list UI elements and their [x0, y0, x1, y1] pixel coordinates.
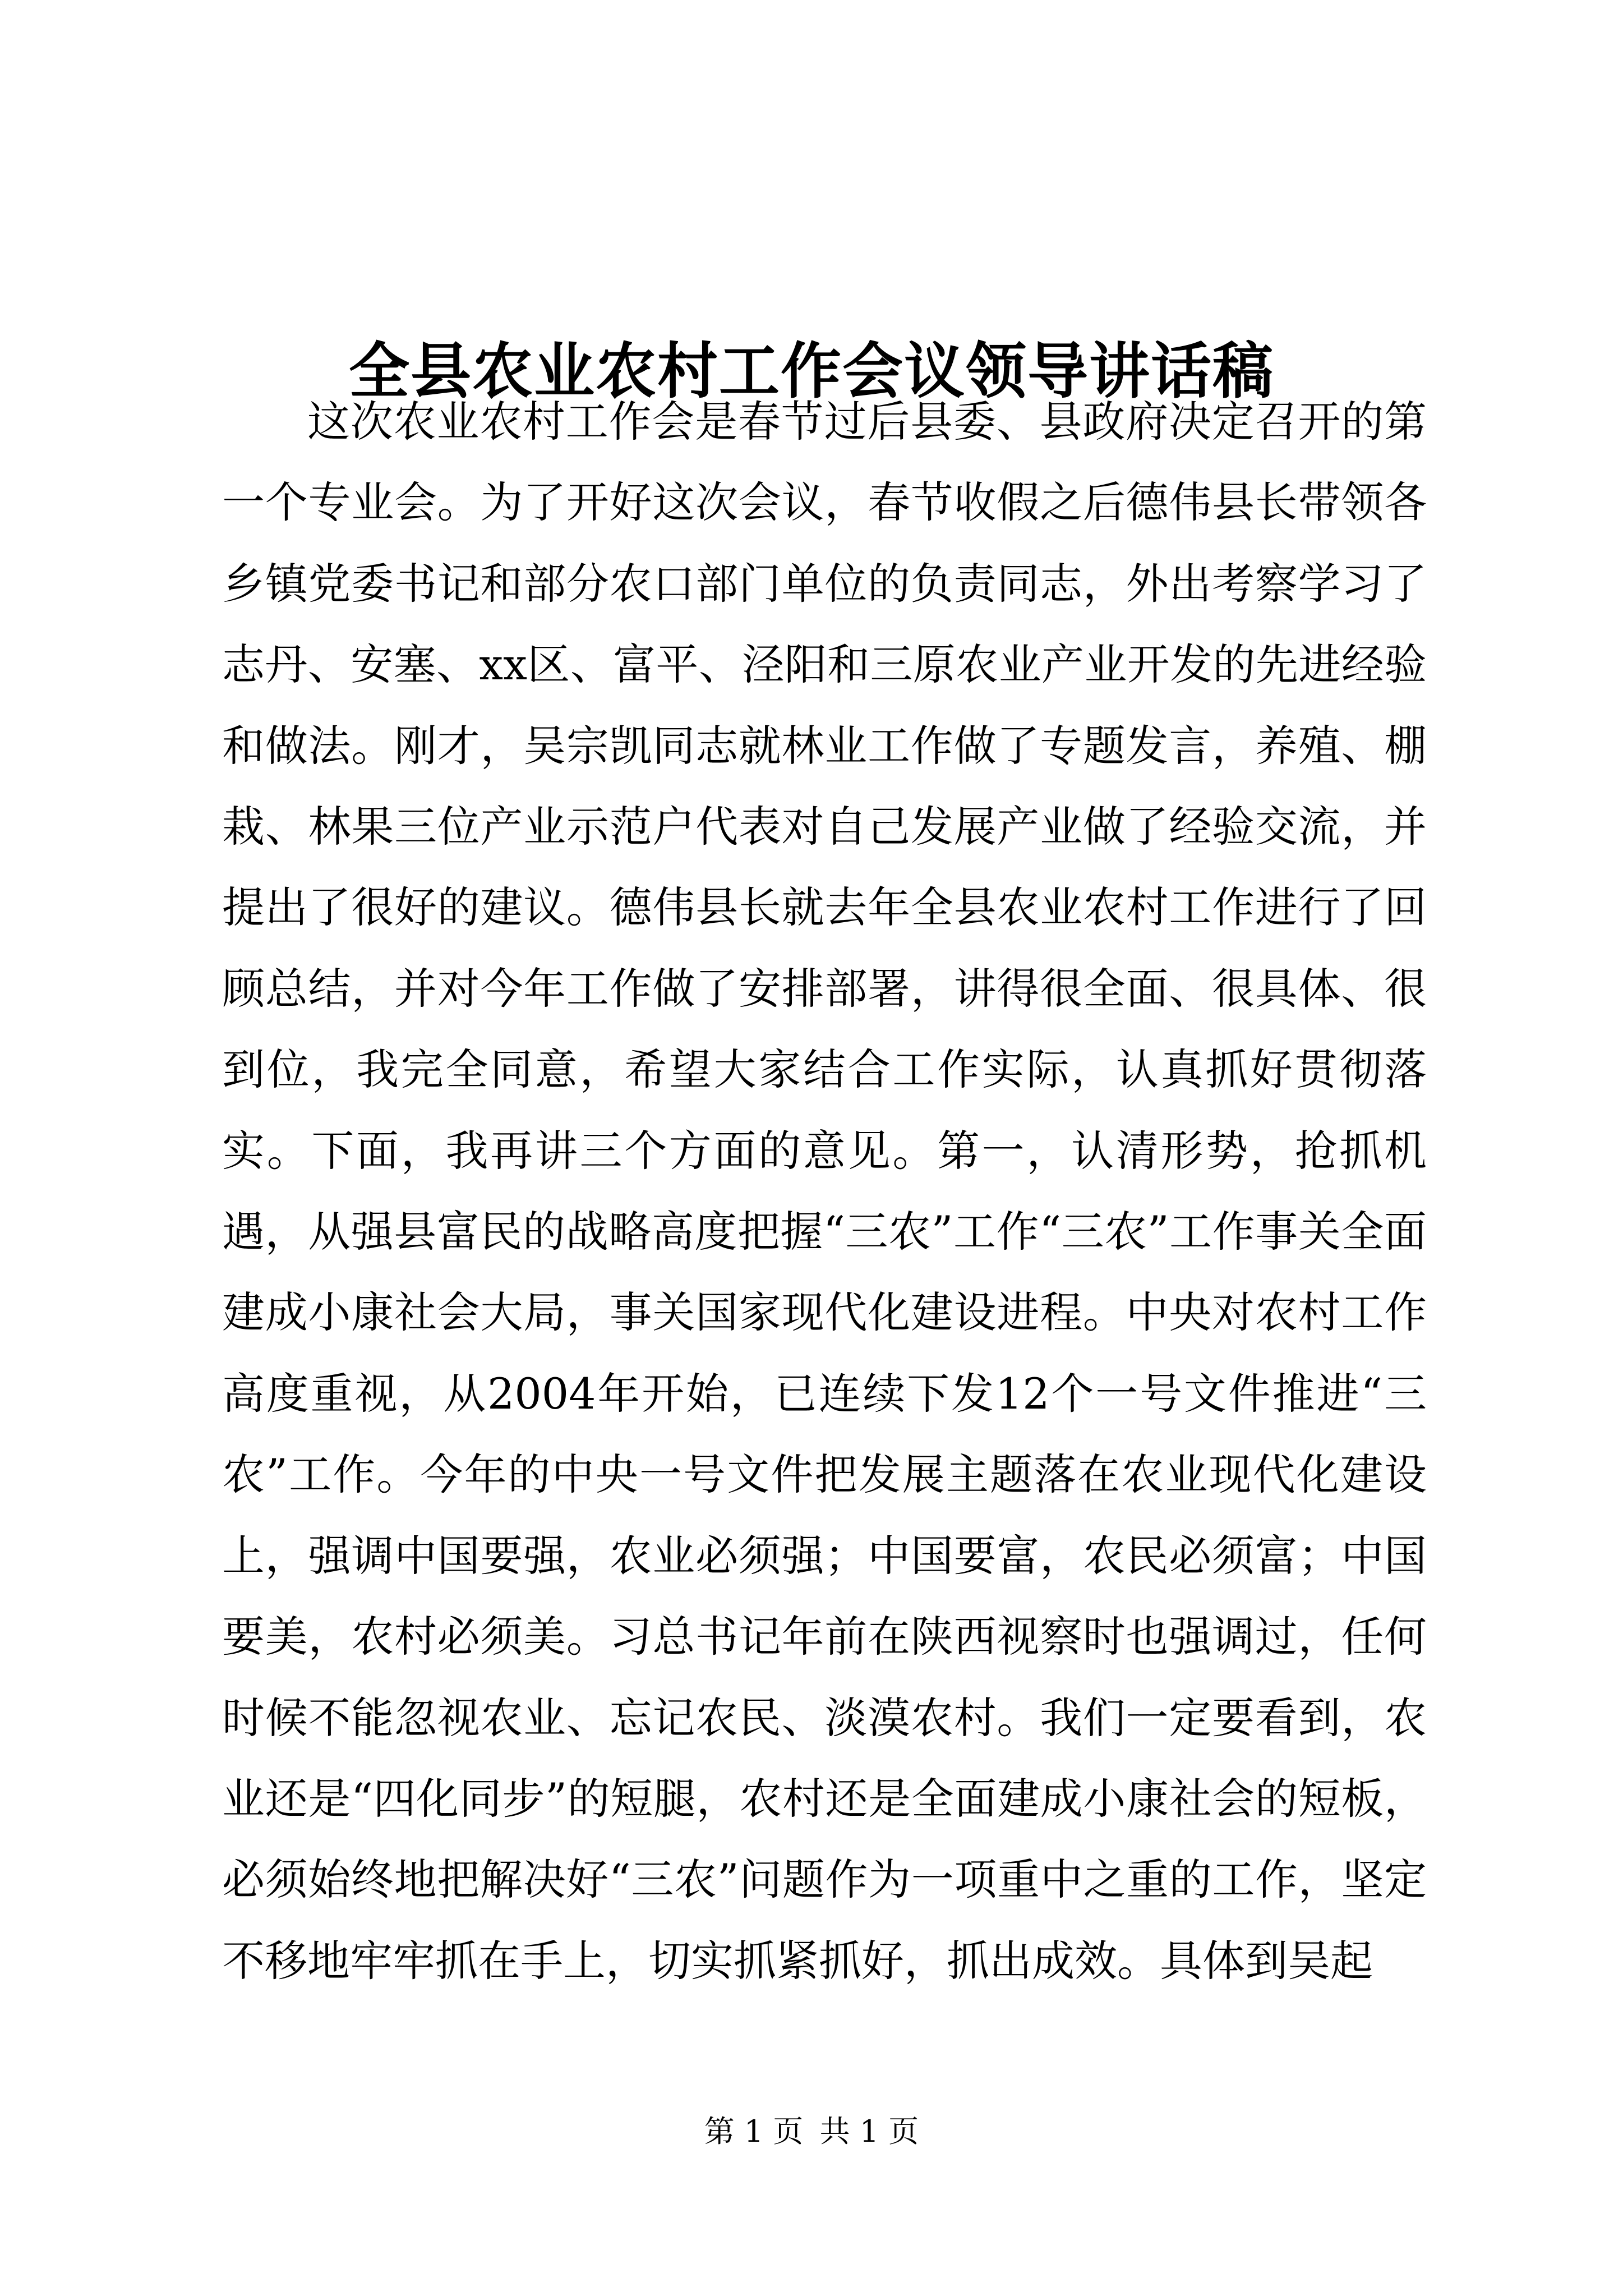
page-footer: [0, 2109, 1623, 2154]
body-paragraph: 这次农业农村工作会是春节过后县委、县政府决定召开的第一个专业会。为了开好这次会议，春节收假之后德伟县长带领各乡镇党委书记和部分农口部门单位的负责同志，外出考察学习了志丹、安塞、xx区、富平、泾阳和三原农业产业开发的先进经验和做法。刚才，吴宗凯同志就林业工作做了专题发言，养殖、棚栽、林果三位产业示范户代表对自己发展产业做了经验交流，并提出了很好的建议。德伟县长就去年全县农业农村工作进行了回顾总结，并对今年工作做了安排部署，讲得很全面、很具体、很到位，我完全同意，希望大家结合工作实际，认真抓好贯彻落实。下面，我再讲三个方面的意见。第一，认清形势，抢抓机遇，从强县富民的战略高度把握“三农”工作“三农”工作事关全面建成小康社会大局，事关国家现代化建设进程。中央对农村工作高度重视，从2004年开始，已连续下发12个一号文件推进“三农”工作。今年的中央一号文件把发展主题落在农业现代化建设上，强调中国要强，农业必须强；中国要富，农民必须富；中国要美，农村必须美。习总书记年前在陕西视察时也强调过，任何时候不能忽视农业、忘记农民、淡漠农村。我们一定要看到，农业还是“四化同步”的短腿，农村还是全面建成小康社会的短板，必须始终地把解决好“三农”问题作为一项重中之重的工作，坚定不移地牢牢抓在手上，切实抓紧抓好，抓出成效。具体到吴起: [222, 397, 1427, 1986]
document-title: 全县农业农村工作会议领导讲话稿: [348, 336, 1274, 407]
page-number: 第 1 页: [704, 2114, 804, 2149]
page-total: 共 1 页: [819, 2114, 919, 2149]
